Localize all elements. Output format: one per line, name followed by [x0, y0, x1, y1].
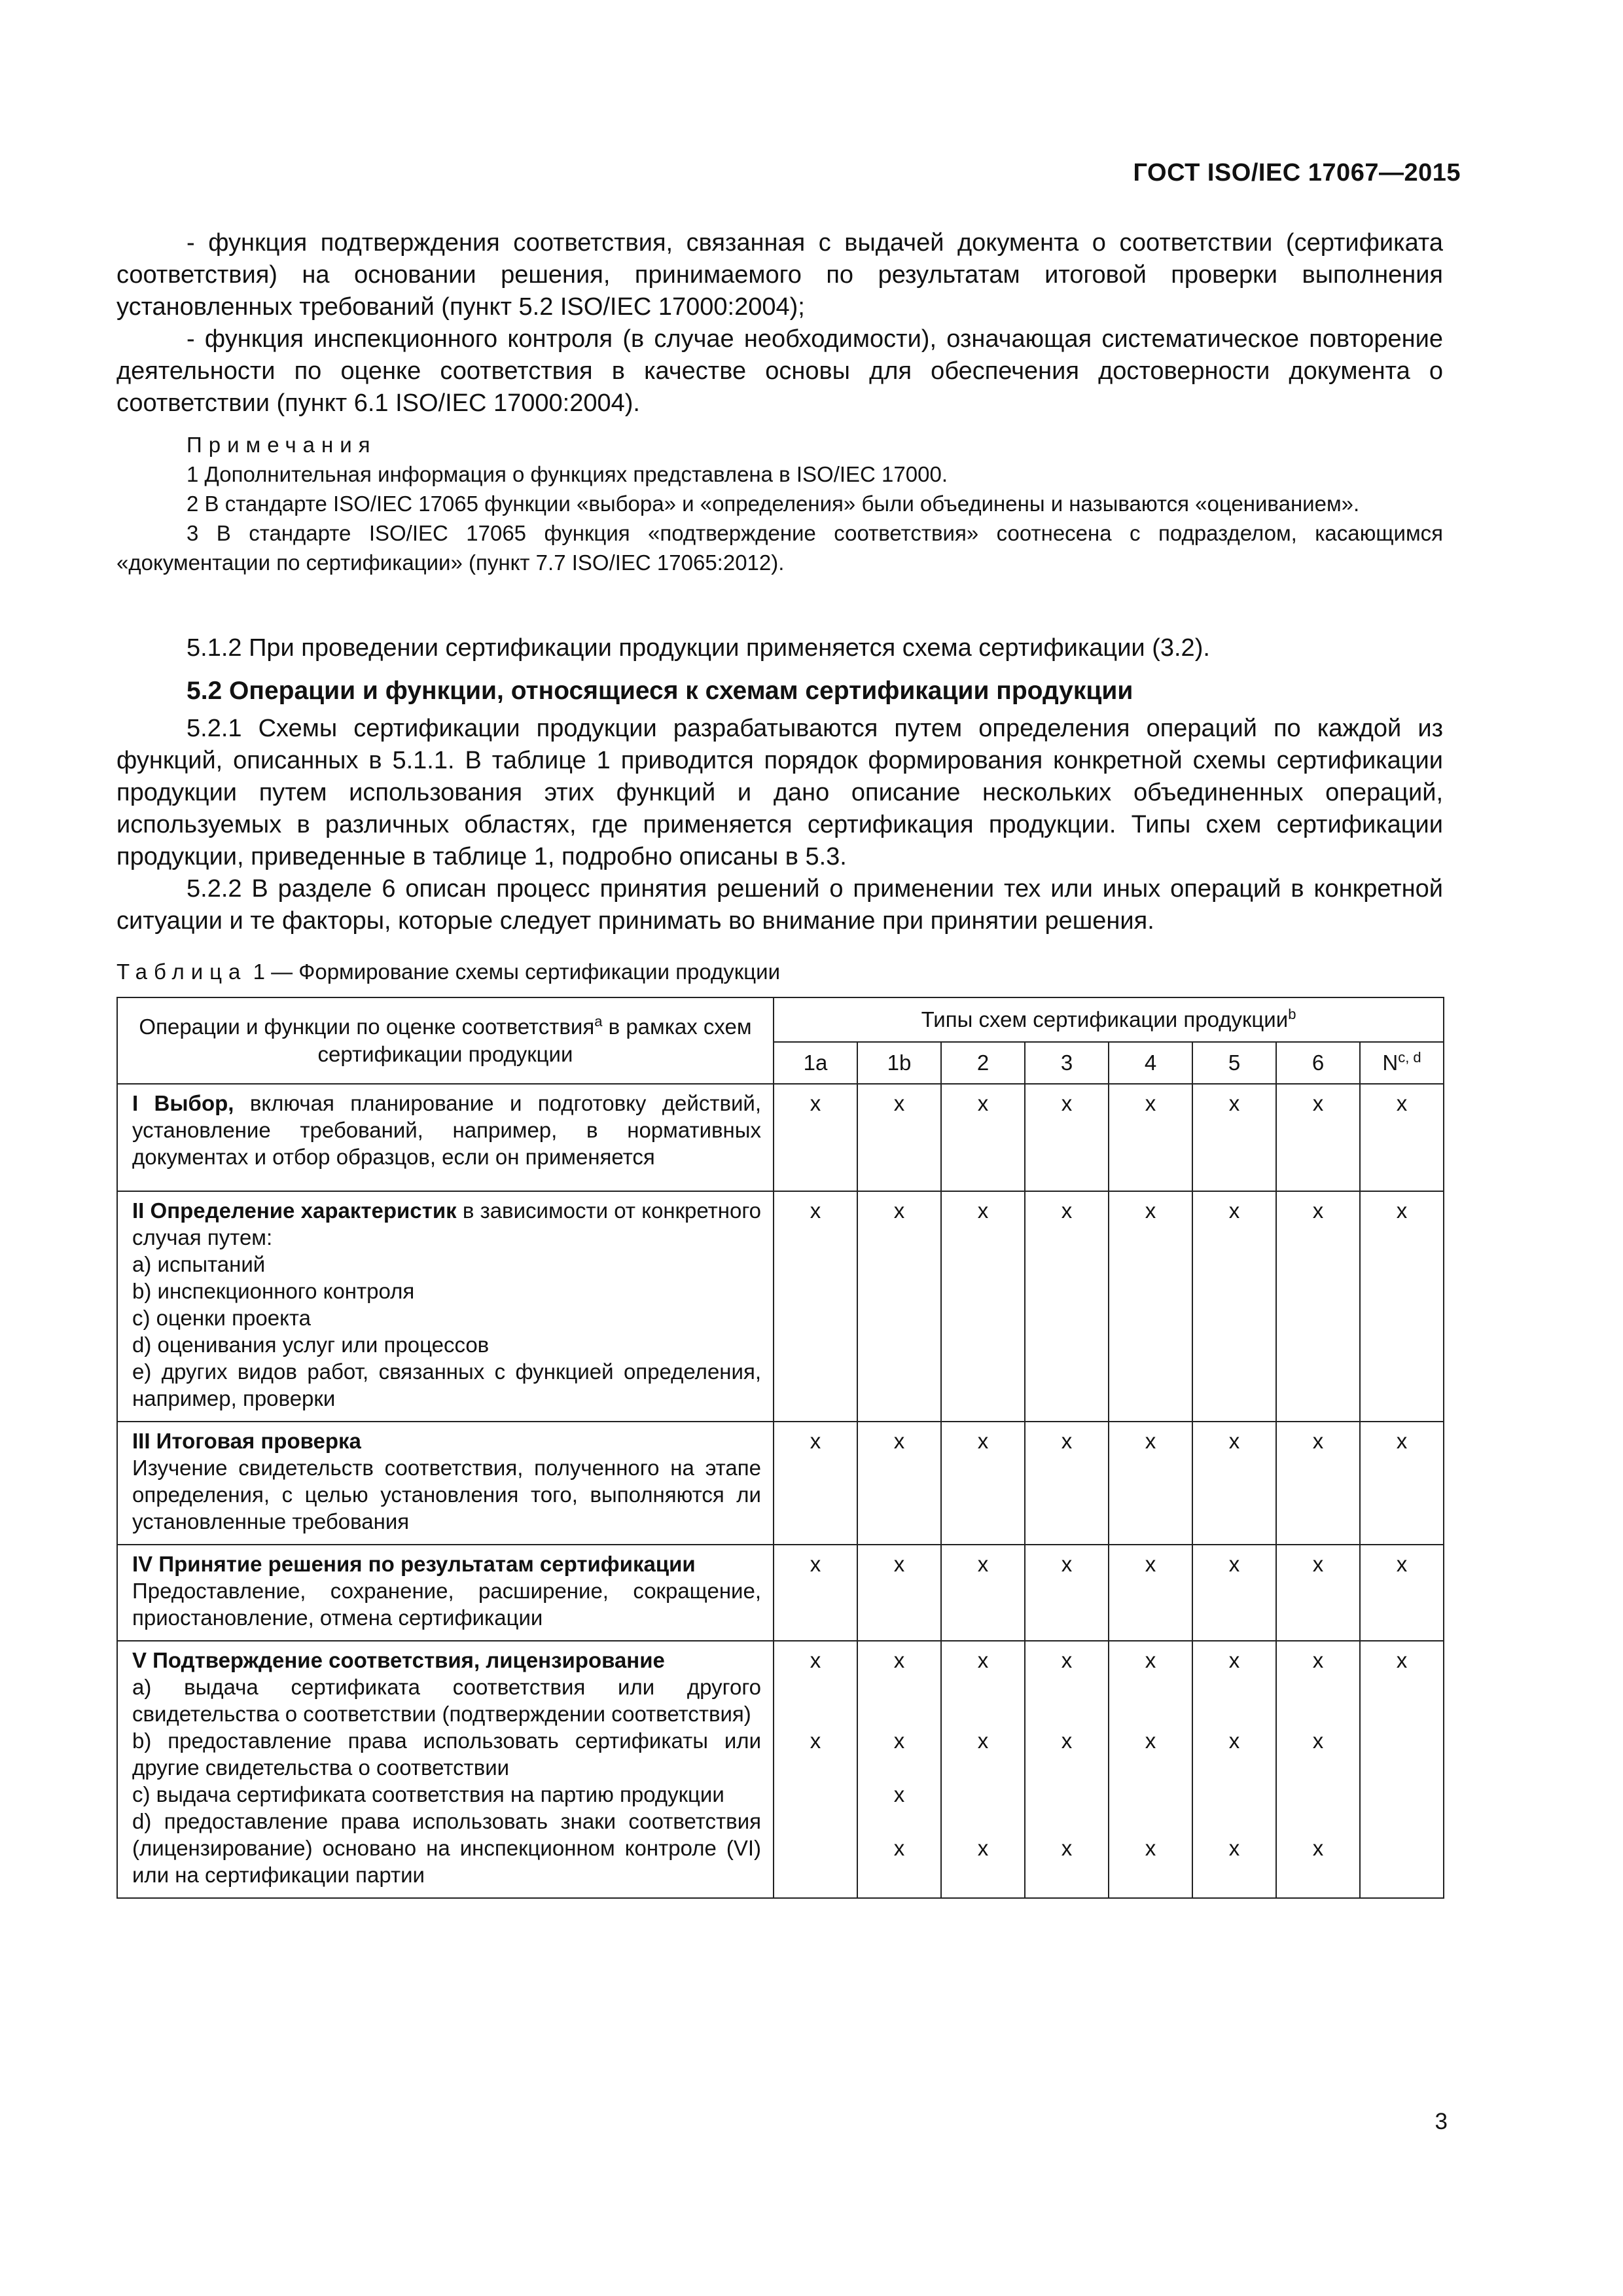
paragraph-5-2-2: 5.2.2 В разделе 6 описан процесс принятия решений о применении тех или иных операций в конкретной ситуации и те факторы, которые следует принимать во внимание при принятии решения.	[116, 875, 1443, 935]
mark: x	[810, 1648, 821, 1672]
row-review-cell	[117, 1422, 774, 1545]
mark	[1109, 1781, 1192, 1808]
note-3: 3 В стандарте ISO/IEC 17065 функция «подтверждение соответствия» соотнесена с подразделом, касающимся «документации по сертификации» (пункт 7.7 ISO/IEC 17065:2012).	[116, 521, 1443, 575]
row-title: III Итоговая проверка	[132, 1429, 361, 1453]
mark-cell: x	[1192, 1545, 1276, 1641]
mark-cell: x	[941, 1545, 1025, 1641]
mark: x	[810, 1729, 821, 1753]
list-item: d) предоставление права использовать знаки соответствия (лицензирование) основано на инспекционном контроле (VI) или на сертификации партии	[132, 1809, 761, 1887]
mark: x	[1312, 1836, 1324, 1860]
mark	[1361, 1835, 1443, 1861]
row-description: в зависимости от конкретного случая путем:	[132, 1198, 761, 1249]
row-title: V Подтверждение соответствия, лицензирование	[132, 1648, 665, 1672]
table-caption-title: 1 — Формирование схемы сертификации продукции	[253, 960, 781, 984]
mark-cell: x	[774, 1084, 857, 1191]
mark-cell: x	[1276, 1545, 1360, 1641]
mark: x	[1312, 1729, 1324, 1753]
footnote-cd: c, d	[1398, 1049, 1421, 1066]
mark	[1026, 1781, 1108, 1808]
header-operations-text: Операции и функции по оценке соответствия	[139, 1014, 595, 1039]
row-description: Предоставление, сохранение, расширение, сокращение, приостановление, отмена сертификации	[132, 1579, 761, 1630]
mark	[942, 1781, 1024, 1808]
table-row	[117, 1641, 1444, 1898]
row-title: IV Принятие решения по результатам сертификации	[132, 1552, 696, 1576]
header-operations	[117, 997, 774, 1084]
mark-cell: x	[774, 1422, 857, 1545]
column-header-2: 2	[941, 1042, 1025, 1084]
table-row	[117, 1191, 1444, 1422]
mark-cell: x	[1360, 1422, 1444, 1545]
mark-cell: x	[1360, 1191, 1444, 1422]
table-caption-word: Таблица	[116, 960, 247, 984]
mark-cell: x	[1025, 1545, 1109, 1641]
mark-cell: x	[1109, 1422, 1192, 1545]
mark-column	[774, 1641, 857, 1898]
column-header-1b: 1b	[857, 1042, 941, 1084]
mark-cell: x	[857, 1422, 941, 1545]
list-item: d) оценивания услуг или процессов	[132, 1333, 490, 1357]
certification-scheme-table	[116, 997, 1444, 1899]
mark: x	[1145, 1648, 1156, 1672]
paragraph-5-1-2: 5.1.2 При проведении сертификации продукции применяется схема сертификации (3.2).	[187, 634, 1210, 662]
mark-cell: x	[1025, 1422, 1109, 1545]
column-header-5: 5	[1192, 1042, 1276, 1084]
mark	[1277, 1781, 1359, 1808]
mark-cell: x	[857, 1545, 941, 1641]
list-item: a) испытаний	[132, 1252, 266, 1276]
table-caption	[116, 960, 780, 984]
column-header-6: 6	[1276, 1042, 1360, 1084]
row-decision-cell	[117, 1545, 774, 1641]
mark-cell: x	[1360, 1545, 1444, 1641]
row-attestation-cell	[117, 1641, 774, 1898]
mark-column	[1192, 1641, 1276, 1898]
header-scheme-types	[774, 997, 1444, 1042]
table-row	[117, 1422, 1444, 1545]
notes-block	[116, 430, 1443, 577]
section-5-2-heading: 5.2 Операции и функции, относящиеся к схемам сертификации продукции	[187, 677, 1133, 705]
column-header-1a: 1a	[774, 1042, 857, 1084]
mark-cell: x	[1192, 1191, 1276, 1422]
footnote-a: a	[594, 1013, 603, 1030]
row-title: I Выбор,	[132, 1091, 234, 1115]
row-determination-cell	[117, 1191, 774, 1422]
list-item: c) оценки проекта	[132, 1306, 311, 1330]
row-description: Изучение свидетельств соответствия, полученного на этапе определения, с целью установления того, выполняются ли установленные требования	[132, 1456, 761, 1534]
mark: x	[977, 1648, 989, 1672]
column-header-4: 4	[1109, 1042, 1192, 1084]
mark: x	[893, 1836, 905, 1860]
body-text	[116, 227, 1443, 420]
header-scheme-types-text: Типы схем сертификации продукции	[921, 1007, 1289, 1031]
mark-cell: x	[1025, 1191, 1109, 1422]
mark: x	[1396, 1648, 1408, 1672]
mark: x	[1061, 1836, 1073, 1860]
page-number: 3	[1435, 2109, 1448, 2134]
footnote-b: b	[1288, 1006, 1296, 1022]
mark-cell: x	[1192, 1084, 1276, 1191]
mark-cell: x	[1276, 1422, 1360, 1545]
note-2: 2 В стандарте ISO/IEC 17065 функции «выбора» и «определения» были объединены и называются «оцениванием».	[187, 492, 1360, 516]
row-title: II Определение характеристик	[132, 1198, 457, 1223]
mark: x	[1145, 1729, 1156, 1753]
mark-cell: x	[774, 1191, 857, 1422]
paragraph-confirmation-function: - функция подтверждения соответствия, связанная с выдачей документа о соответствии (сертификата соответствия) на основании решения, принимаемого по результатам итоговой проверки выполнения установленных требований (пункт 5.2 ISO/IEC 17000:2004);	[116, 229, 1443, 321]
notes-title: Примечания	[187, 433, 377, 457]
mark-cell: x	[941, 1422, 1025, 1545]
table-row	[117, 1545, 1444, 1641]
mark-cell: x	[1025, 1084, 1109, 1191]
mark	[774, 1781, 857, 1808]
mark	[774, 1835, 857, 1861]
mark: x	[1061, 1729, 1073, 1753]
table-row	[117, 1084, 1444, 1191]
mark-column	[1360, 1641, 1444, 1898]
mark-cell: x	[857, 1084, 941, 1191]
mark: x	[893, 1648, 905, 1672]
mark	[1193, 1781, 1275, 1808]
header-operations-text-cont: в рамках схем сертификации продукции	[317, 1014, 752, 1066]
section-5-text	[116, 632, 1443, 937]
paragraph-5-2-1: 5.2.1 Схемы сертификации продукции разрабатываются путем определения операций по каждой из функций, описанных в 5.1.1. В таблице 1 приводится порядок формирования конкретной схемы сертификации продукции путем использования этих функций и дано описание нескольких объединенных операций, используемых в различных областях, где применяется сертификация продукции. Типы схем сертификации продукции, приведенные в таблице 1, подробно описаны в 5.3.	[116, 715, 1443, 870]
mark: x	[893, 1729, 905, 1753]
mark-column	[1025, 1641, 1109, 1898]
mark: x	[1228, 1729, 1240, 1753]
mark-cell: x	[941, 1191, 1025, 1422]
mark-cell: x	[1360, 1084, 1444, 1191]
mark-cell: x	[774, 1545, 857, 1641]
note-1: 1 Дополнительная информация о функциях представлена в ISO/IEC 17000.	[187, 462, 948, 486]
mark-cell: x	[1109, 1191, 1192, 1422]
mark-column	[1109, 1641, 1192, 1898]
column-n-label: N	[1382, 1050, 1399, 1075]
list-item: a) выдача сертификата соответствия или другого свидетельства о соответствии (подтверждении соответствия)	[132, 1675, 761, 1726]
mark-column	[941, 1641, 1025, 1898]
mark: x	[1061, 1648, 1073, 1672]
mark-column	[1276, 1641, 1360, 1898]
mark-cell: x	[941, 1084, 1025, 1191]
mark-cell: x	[857, 1191, 941, 1422]
column-header-3: 3	[1025, 1042, 1109, 1084]
row-description: включая планирование и подготовку действий, установление требований, например, в нормативных документах и отбор образцов, если он применяется	[132, 1091, 762, 1169]
mark-cell: x	[1192, 1422, 1276, 1545]
column-header-n	[1360, 1042, 1444, 1084]
mark-cell: x	[1276, 1084, 1360, 1191]
mark: x	[1228, 1648, 1240, 1672]
list-item: b) предоставление права использовать сертификаты или другие свидетельства о соответствии	[132, 1729, 761, 1780]
mark: x	[1312, 1648, 1324, 1672]
mark: x	[977, 1836, 989, 1860]
mark	[1361, 1781, 1443, 1808]
row-selection-cell	[117, 1084, 774, 1191]
document-code-header: ГОСТ ISO/IEC 17067—2015	[1133, 159, 1461, 187]
list-item: e) других видов работ, связанных с функцией определения, например, проверки	[132, 1359, 761, 1410]
mark: x	[893, 1782, 905, 1806]
mark-cell: x	[1109, 1545, 1192, 1641]
paragraph-surveillance-function: - функция инспекционного контроля (в случае необходимости), означающая систематическое повторение деятельности по оценке соответствия в качестве основы для обеспечения достоверности документа о соответствии (пункт 6.1 ISO/IEC 17000:2004).	[116, 325, 1443, 417]
mark: x	[977, 1729, 989, 1753]
mark: x	[1228, 1836, 1240, 1860]
mark-cell: x	[1276, 1191, 1360, 1422]
mark	[1361, 1727, 1443, 1754]
mark-cell: x	[1109, 1084, 1192, 1191]
list-item: b) инспекционного контроля	[132, 1279, 415, 1303]
list-item: c) выдача сертификата соответствия на партию продукции	[132, 1782, 724, 1806]
mark: x	[1145, 1836, 1156, 1860]
mark-column	[857, 1641, 941, 1898]
